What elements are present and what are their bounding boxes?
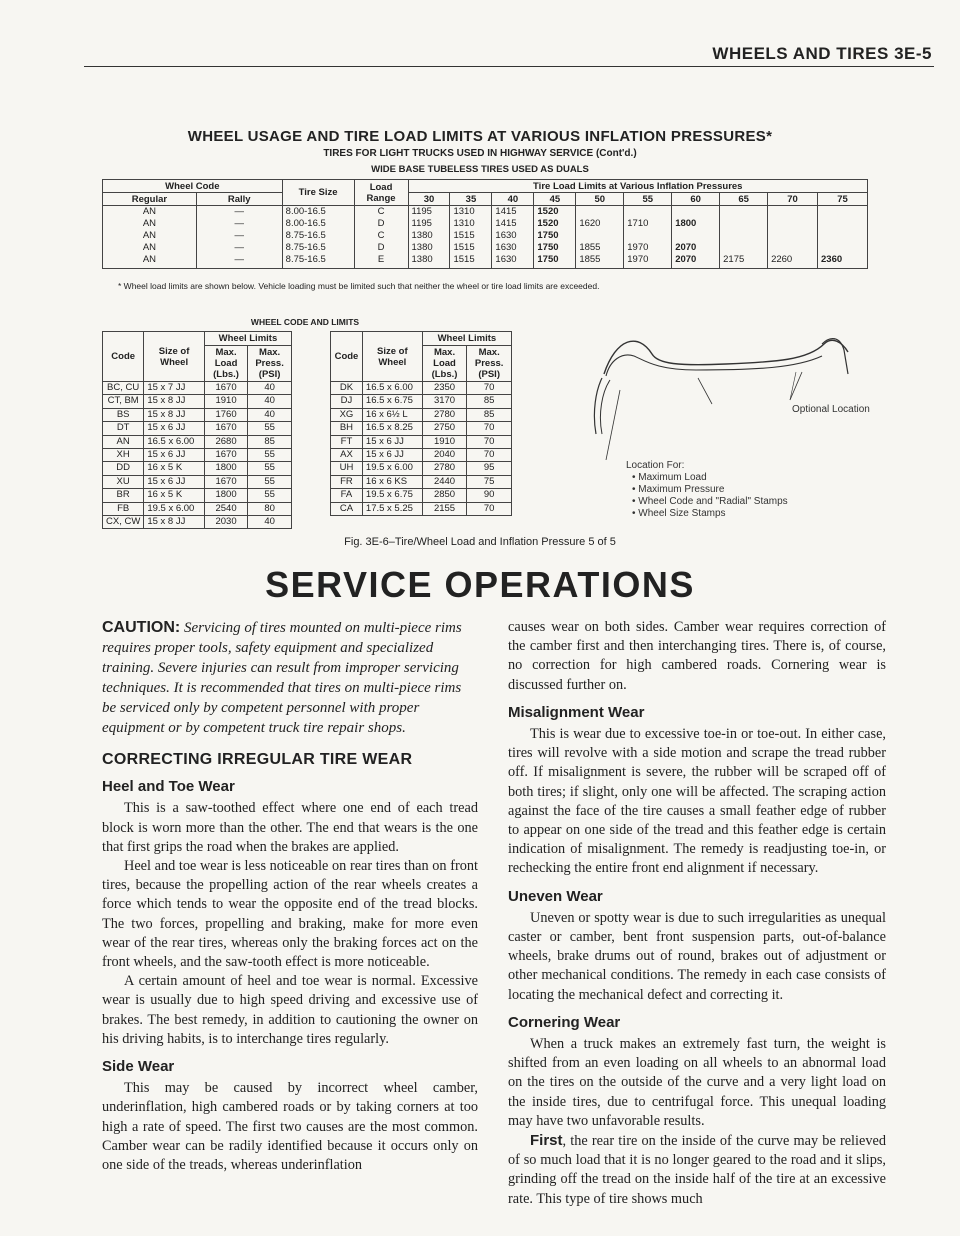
col-wheel-limits: Wheel Limits (422, 332, 511, 346)
wheel-code-cell: CA (331, 502, 363, 515)
col-wheel-size: Size of Wheel (144, 332, 205, 382)
max-press-cell: 40 (248, 395, 292, 408)
max-press-cell: 85 (467, 408, 512, 421)
pressure-60: 60 (672, 193, 720, 206)
max-press-cell: 95 (467, 462, 512, 475)
wheel-code-table-left (102, 331, 292, 529)
max-load-cell: 1910 (204, 395, 247, 408)
wheel-size-cell: 17.5 x 5.25 (362, 502, 422, 515)
max-press-cell: 80 (248, 502, 292, 515)
optional-location-label: Optional Location (792, 404, 870, 415)
paragraph: A certain amount of heel and toe wear is normal. Excessive wear is usually due to high speed driving and excessive use of brakes. The best remedy, in addition to cautioning the owner on his driving habits, is to interchange tires regularly. (102, 973, 478, 1047)
wheel-size-cell: 15 x 6 JJ (144, 475, 205, 488)
wheel-code-cell: XG (331, 408, 363, 421)
wheel-code-row (103, 408, 292, 421)
max-press-cell: 55 (248, 422, 292, 435)
wheel-code-row (103, 516, 292, 529)
max-load-cell: 2155 (422, 502, 467, 515)
max-press-cell: 55 (248, 489, 292, 502)
col-max-load: Max. Load (Lbs.) (422, 346, 467, 382)
max-load-cell: 1800 (204, 489, 247, 502)
pressure-40: 40 (492, 193, 534, 206)
wheel-code-cell: FB (103, 502, 144, 515)
max-load-cell: 2850 (422, 489, 467, 502)
wheel-code-row (103, 475, 292, 488)
wheel-code-cell: DD (103, 462, 144, 475)
uneven-wear-heading: Uneven Wear (508, 887, 603, 905)
wheel-code-cell: BR (103, 489, 144, 502)
wheel-code-cell: DT (103, 422, 144, 435)
max-load-cell: 2440 (422, 475, 467, 488)
wheel-code-cell: AX (331, 449, 363, 462)
legend-item: • Wheel Size Stamps (632, 508, 726, 519)
max-load-cell: 2780 (422, 408, 467, 421)
wheel-code-cell: BC, CU (103, 382, 144, 395)
max-press-cell: 70 (467, 435, 512, 448)
misalignment-heading: Misalignment Wear (508, 703, 645, 721)
running-header: WHEELS AND TIRES 3E-5 (712, 44, 932, 63)
max-load-cell: 1670 (204, 422, 247, 435)
max-load-cell: 2750 (422, 422, 467, 435)
max-press-cell: 70 (467, 502, 512, 515)
wheel-code-row (103, 382, 292, 395)
wheel-size-cell: 15 x 6 JJ (144, 422, 205, 435)
pressure-50: 50 (576, 193, 624, 206)
max-load-cell: 2350 (422, 382, 467, 395)
wheel-code-row (103, 489, 292, 502)
paragraph: This may be caused by incorrect wheel camber, underinflation, high cambered roads or by taking corners at too high a rate of speed. The first two causes are the most common. Camber wear can be radily identified because it occurs only on one side of the treads, whereas underinflation (102, 1080, 478, 1174)
max-press-cell: 70 (467, 382, 512, 395)
wheel-code-row (331, 382, 512, 395)
p30-cells: 1195 1195 1380 1380 1380 (408, 206, 450, 269)
wheel-code-cell: DJ (331, 395, 363, 408)
max-press-cell: 85 (467, 395, 512, 408)
col-wheel-size: Size of Wheel (362, 332, 422, 382)
p60-cells: 1800 2070 2070 (672, 206, 720, 269)
wheel-code-cell: XU (103, 475, 144, 488)
tire-load-table (102, 179, 868, 269)
wheel-code-cell: FT (331, 435, 363, 448)
max-press-cell: 40 (248, 382, 292, 395)
max-load-cell: 3170 (422, 395, 467, 408)
table-subtitle: TIRES FOR LIGHT TRUCKS USED IN HIGHWAY SERVICE (Cont'd.) (323, 148, 637, 159)
col-regular: Regular (103, 193, 197, 206)
wheel-size-cell: 15 x 6 JJ (362, 435, 422, 448)
p45-cells: 1520 1520 1750 1750 1750 (534, 206, 576, 269)
location-for-label: Location For: (626, 460, 685, 471)
caution-block (102, 618, 478, 738)
paragraph: This is a saw-toothed effect where one end of each tread block is worn more than the other. The end that wears is the one that first grips the road when the brakes are applied. (102, 800, 478, 855)
max-press-cell: 40 (248, 516, 292, 529)
col-max-press: Max. Press. (PSI) (467, 346, 512, 382)
p65-cells: 2175 (720, 206, 768, 269)
wheel-code-row (103, 502, 292, 515)
wheel-code-cell: BS (103, 408, 144, 421)
col-load-range: Load Range (354, 180, 408, 206)
legend-item: • Maximum Pressure (632, 484, 725, 495)
wheel-code-cell: AN (103, 435, 144, 448)
wheel-code-cell: DK (331, 382, 363, 395)
max-load-cell: 2680 (204, 435, 247, 448)
wheel-code-row (331, 395, 512, 408)
wheel-code-title: WHEEL CODE AND LIMITS (250, 317, 360, 327)
range-cells: C D C D E (354, 206, 408, 269)
wheel-size-cell: 19.5 x 6.00 (362, 462, 422, 475)
cornering-wear-heading: Cornering Wear (508, 1013, 621, 1031)
section-heading: CORRECTING IRREGULAR TIRE WEAR (102, 751, 413, 768)
max-press-cell: 70 (467, 449, 512, 462)
col-code: Code (103, 332, 144, 382)
first-label: First (530, 1132, 563, 1150)
paragraph: When a truck makes an extremely fast turn, the weight is shifted from an even loading on all wheels to an abnormal load on the tires on the outside of the curve and a very light load on the inside tires, due to centrifugal force. This unequal loading may have two unfavorable results. (508, 1036, 886, 1129)
paragraph-text: , the rear tire on the inside of the curve may be relieved of so much load that it is no longer geared to the road and it slips, grinding off the tread on the inside half of the tire at an excessive rate. This type of tire shows much (508, 1133, 886, 1207)
paragraph: Uneven or spotty wear is due to such irregularities as unequal caster or camber, bent front suspension parts, out-of-balance wheels, brake drums out of round, brakes out of adjustment or other mechanical conditions. The remedy in each case consists of locating the mechanical defect and correcting it. (508, 909, 886, 1003)
wheel-rim-diagram (586, 330, 854, 460)
max-press-cell: 90 (467, 489, 512, 502)
table-title: WHEEL USAGE AND TIRE LOAD LIMITS AT VARIOUS INFLATION PRESSURES* (187, 128, 773, 145)
wheel-code-cell: XH (103, 449, 144, 462)
figure-caption: Fig. 3E-6–Tire/Wheel Load and Inflation Pressure 5 of 5 (344, 536, 616, 548)
pressure-65: 65 (720, 193, 768, 206)
legend-item: • Wheel Code and "Radial" Stamps (632, 496, 788, 507)
wheel-code-row (331, 422, 512, 435)
max-load-cell: 2540 (204, 502, 247, 515)
max-press-cell: 70 (467, 422, 512, 435)
section-title: SERVICE OPERATIONS (265, 564, 695, 605)
paragraph (508, 1131, 886, 1209)
max-load-cell: 1670 (204, 475, 247, 488)
p35-cells: 1310 1310 1515 1515 1515 (450, 206, 492, 269)
legend-item: • Maximum Load (632, 472, 707, 483)
wheel-code-cell: UH (331, 462, 363, 475)
wheel-code-row (331, 502, 512, 515)
wheel-size-cell: 16.5 x 6.75 (362, 395, 422, 408)
wheel-code-cell: FR (331, 475, 363, 488)
wheel-code-row (103, 462, 292, 475)
wheel-size-cell: 16 x 6½ L (362, 408, 422, 421)
wheel-size-cell: 19.5 x 6.00 (144, 502, 205, 515)
wheel-size-cell: 19.5 x 6.75 (362, 489, 422, 502)
paragraph: Heel and toe wear is less noticeable on rear tires than on front tires, because the propelling action of the rear wheels creates a force which tends to wear the opposite end of the tread blocks. The two forces, propelling and braking, make for more even wear of the rear tires, whereas only the braking forces act on the front wheels, and the saw-tooth effect is more noticeable. (102, 858, 478, 971)
table-subtitle-2: WIDE BASE TUBELESS TIRES USED AS DUALS (371, 164, 589, 175)
wheel-size-cell: 15 x 7 JJ (144, 382, 205, 395)
wheel-code-row (331, 435, 512, 448)
rally-cells: — — — — — (196, 206, 282, 269)
wheel-size-cell: 15 x 6 JJ (144, 449, 205, 462)
p55-cells: 1710 1970 1970 (624, 206, 672, 269)
wheel-size-cell: 15 x 6 JJ (362, 449, 422, 462)
header-rule (84, 66, 934, 67)
max-press-cell: 55 (248, 449, 292, 462)
right-column (508, 618, 886, 1209)
wheel-size-cell: 15 x 8 JJ (144, 516, 205, 529)
col-code: Code (331, 332, 363, 382)
caution-text: Servicing of tires mounted on multi-piece rims requires proper tools, safety equipment and specialized training. Severe injuries can result from improper servicing techniques. It is recommended that tires on multi-piece rims be serviced only by competent personnel with proper equipment or by competent truck tire repair shops. (102, 620, 462, 736)
wheel-code-row (331, 449, 512, 462)
max-press-cell: 40 (248, 408, 292, 421)
col-wheel-limits: Wheel Limits (204, 332, 291, 346)
max-press-cell: 55 (248, 475, 292, 488)
max-load-cell: 1910 (422, 435, 467, 448)
table-footnote: * Wheel load limits are shown below. Vehicle loading must be limited such that neither the wheel or tire load limits are exceeded. (118, 281, 600, 291)
pressure-75: 75 (818, 193, 868, 206)
pressure-70: 70 (768, 193, 818, 206)
wheel-code-table-right (330, 331, 512, 516)
max-press-cell: 75 (467, 475, 512, 488)
wheel-code-row (331, 408, 512, 421)
pressure-55: 55 (624, 193, 672, 206)
col-max-load: Max. Load (Lbs.) (204, 346, 247, 382)
max-load-cell: 2030 (204, 516, 247, 529)
wheel-code-row (103, 449, 292, 462)
side-wear-heading: Side Wear (102, 1058, 175, 1076)
pressure-30: 30 (408, 193, 450, 206)
col-load-limits: Tire Load Limits at Various Inflation Pressures (408, 180, 867, 193)
wheel-code-cell: FA (331, 489, 363, 502)
pressure-45: 45 (534, 193, 576, 206)
wheel-code-cell: CX, CW (103, 516, 144, 529)
wheel-size-cell: 15 x 8 JJ (144, 395, 205, 408)
max-press-cell: 85 (248, 435, 292, 448)
pressure-35: 35 (450, 193, 492, 206)
left-column (102, 618, 478, 1175)
wheel-code-row (103, 435, 292, 448)
wheel-code-row (331, 489, 512, 502)
col-max-press: Max. Press. (PSI) (248, 346, 292, 382)
wheel-size-cell: 16 x 6 KS (362, 475, 422, 488)
col-tire-size: Tire Size (282, 180, 354, 206)
max-load-cell: 1670 (204, 449, 247, 462)
p75-cells: 2360 (818, 206, 868, 269)
wheel-size-cell: 16.5 x 8.25 (362, 422, 422, 435)
wheel-size-cell: 16.5 x 6.00 (362, 382, 422, 395)
max-load-cell: 2040 (422, 449, 467, 462)
caution-label: CAUTION: (102, 619, 181, 636)
wheel-code-row (103, 395, 292, 408)
wheel-size-cell: 16.5 x 6.00 (144, 435, 205, 448)
col-rally: Rally (196, 193, 282, 206)
wheel-code-row (103, 422, 292, 435)
paragraph: This is wear due to excessive toe-in or toe-out. In either case, tires will revolve with a side motion and scrape the tread rubber off. If misalignment is severe, the rubber will be scraped off of both tires; if slight, only one will be affected. The scraping action against the face of the tire causes a small feather edge of rubber to appear on one side of the tread and this feather edge is certain indication of misalignment. The remedy is readjusting toe-in, or rechecking the entire front end alignment if necessary. (508, 726, 886, 877)
paragraph: causes wear on both sides. Camber wear requires correction of the camber first and then interchanging tires. There is, of course, no correction for high cambered roads. Cornering wear is discussed further on. (508, 619, 886, 693)
max-load-cell: 1800 (204, 462, 247, 475)
wheel-code-row (331, 475, 512, 488)
wheel-code-cell: BH (331, 422, 363, 435)
max-load-cell: 2780 (422, 462, 467, 475)
p40-cells: 1415 1415 1630 1630 1630 (492, 206, 534, 269)
wheel-size-cell: 16 x 5 K (144, 489, 205, 502)
regular-cells: AN AN AN AN AN (103, 206, 197, 269)
wheel-code-row (331, 462, 512, 475)
col-wheel-code: Wheel Code (103, 180, 283, 193)
wheel-size-cell: 16 x 5 K (144, 462, 205, 475)
max-press-cell: 55 (248, 462, 292, 475)
heel-toe-heading: Heel and Toe Wear (102, 778, 235, 796)
wheel-code-cell: CT, BM (103, 395, 144, 408)
max-load-cell: 1760 (204, 408, 247, 421)
size-cells: 8.00-16.5 8.00-16.5 8.75-16.5 8.75-16.5 8.75-16.5 (282, 206, 354, 269)
p50-cells: 1620 1855 1855 (576, 206, 624, 269)
wheel-size-cell: 15 x 8 JJ (144, 408, 205, 421)
p70-cells: 2260 (768, 206, 818, 269)
max-load-cell: 1670 (204, 382, 247, 395)
